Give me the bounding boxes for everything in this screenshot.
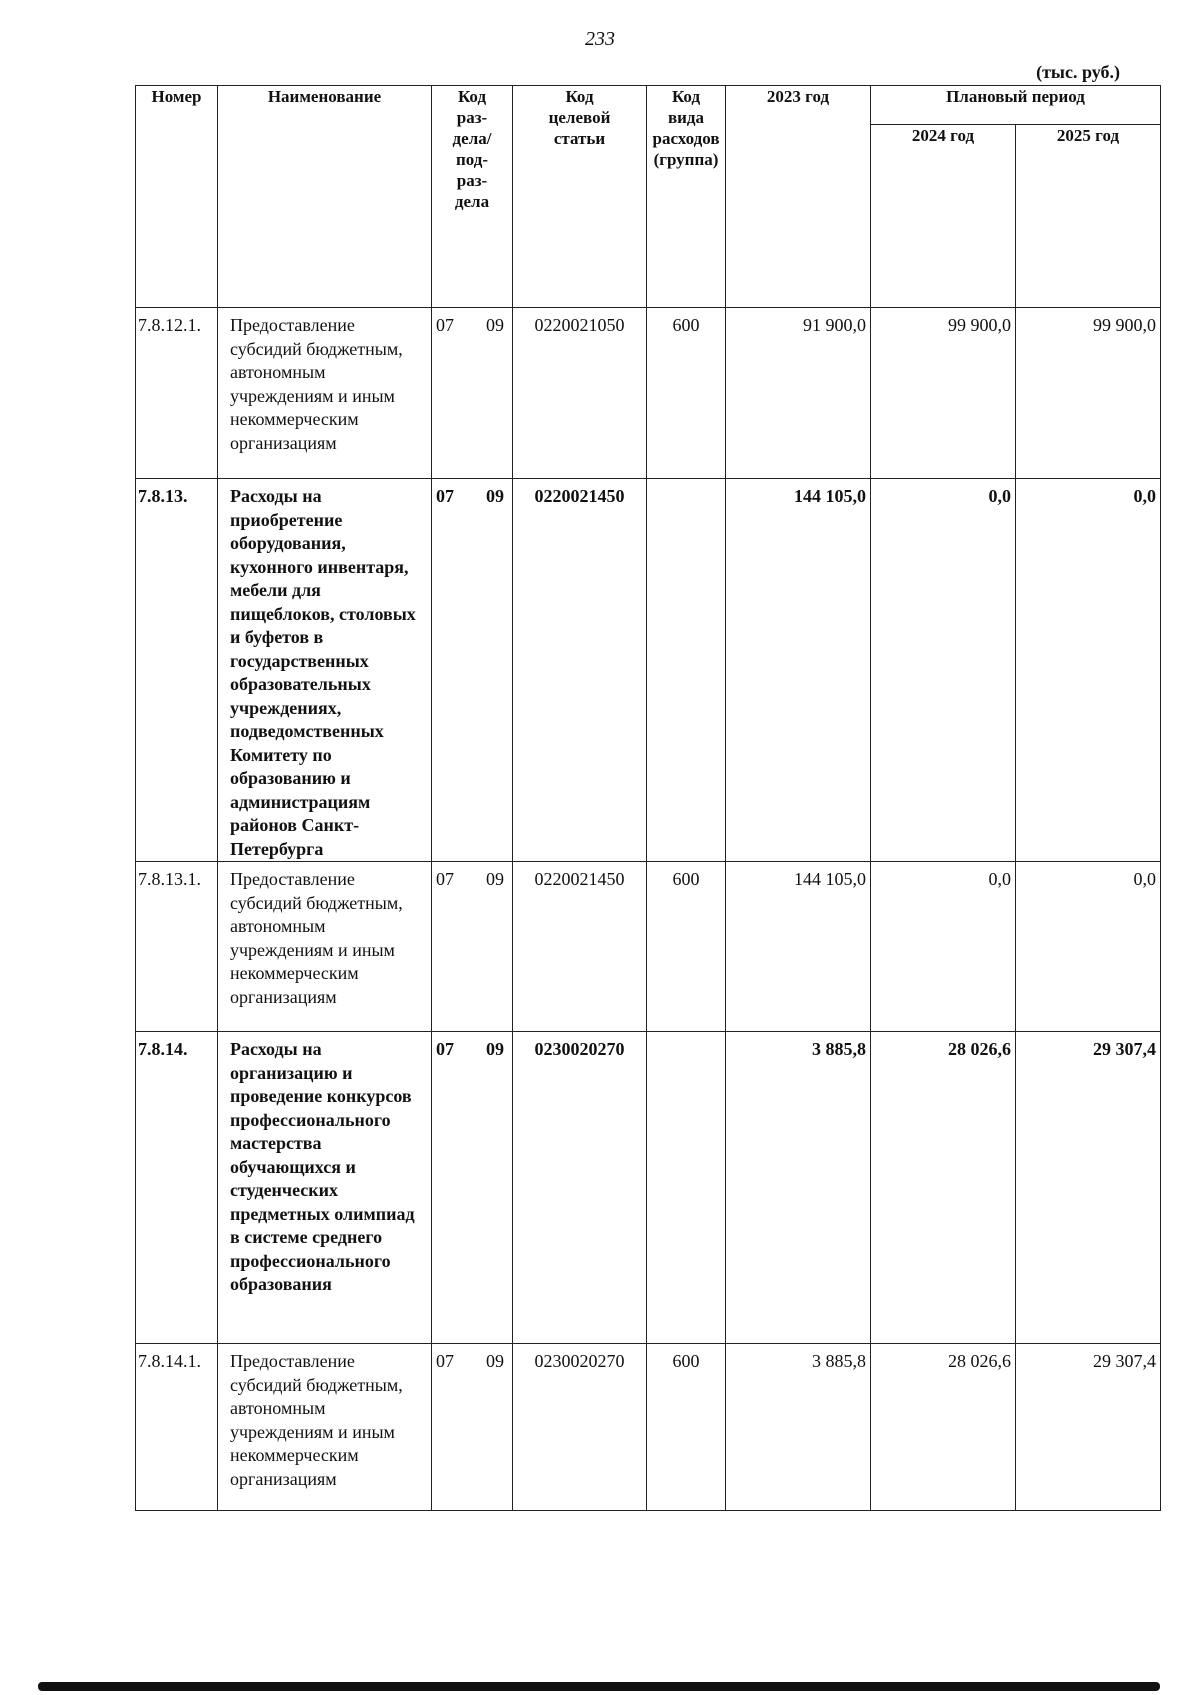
table-row [136, 862, 1161, 1032]
row-value-2025: 29 307,4 [1016, 1344, 1161, 1511]
row-expense-code [647, 1032, 726, 1344]
table-header [136, 86, 1161, 308]
row-value-2024: 28 026,6 [871, 1032, 1016, 1344]
row-value-2024: 28 026,6 [871, 1344, 1016, 1511]
row-subsection: 09 [486, 869, 504, 889]
row-section: 07 [436, 1039, 454, 1059]
row-section-code [432, 1344, 513, 1511]
row-value-2024: 99 900,0 [871, 308, 1016, 479]
row-value-2023: 3 885,8 [726, 1344, 871, 1511]
row-value-2025: 0,0 [1016, 862, 1161, 1032]
row-value-2024: 0,0 [871, 479, 1016, 862]
row-name: Предоставление субсидий бюджетным, автономным учреждениям и иным некоммерческим организациям [218, 1344, 432, 1511]
budget-table [135, 85, 1161, 1511]
row-number: 7.8.13.1. [136, 862, 218, 1032]
table-body [136, 308, 1161, 1511]
header-year-2025: 2025 год [1016, 125, 1161, 308]
table-row [136, 479, 1161, 862]
row-section: 07 [436, 315, 454, 335]
row-name: Предоставление субсидий бюджетным, автономным учреждениям и иным некоммерческим организациям [218, 308, 432, 479]
bottom-scan-edge [38, 1682, 1160, 1691]
page-number: 233 [585, 28, 615, 50]
row-number: 7.8.13. [136, 479, 218, 862]
row-section: 07 [436, 486, 454, 506]
header-expense-code: Код вида расходов (группа) [647, 86, 726, 308]
row-number: 7.8.12.1. [136, 308, 218, 479]
row-subsection: 09 [486, 1039, 504, 1059]
row-section: 07 [436, 869, 454, 889]
header-number: Номер [136, 86, 218, 308]
row-value-2023: 144 105,0 [726, 862, 871, 1032]
row-name: Расходы на организацию и проведение конкурсов профессионального мастерства обучающихся и студенческих предметных олимпиад в системе среднего профессионального образования [218, 1032, 432, 1344]
header-year-2023: 2023 год [726, 86, 871, 308]
row-section-code [432, 479, 513, 862]
row-target-code: 0230020270 [513, 1032, 647, 1344]
row-expense-code [647, 479, 726, 862]
row-value-2023: 91 900,0 [726, 308, 871, 479]
row-value-2025: 0,0 [1016, 479, 1161, 862]
header-planned-period: Плановый период [871, 86, 1161, 125]
table-row [136, 308, 1161, 479]
row-name: Предоставление субсидий бюджетным, автономным учреждениям и иным некоммерческим организациям [218, 862, 432, 1032]
units-label: (тыс. руб.) [1036, 62, 1120, 82]
row-number: 7.8.14.1. [136, 1344, 218, 1511]
header-section-code: Код раз- дела/ под- раз- дела [432, 86, 513, 308]
row-expense-code: 600 [647, 1344, 726, 1511]
row-section: 07 [436, 1351, 454, 1371]
header-name: Наименование [218, 86, 432, 308]
row-target-code: 0220021450 [513, 862, 647, 1032]
row-value-2023: 3 885,8 [726, 1032, 871, 1344]
row-subsection: 09 [486, 1351, 504, 1371]
row-subsection: 09 [486, 315, 504, 335]
row-name: Расходы на приобретение оборудования, кухонного инвентаря, мебели для пищеблоков, столовых и буфетов в государственных образовательных учреждениях, подведомственных Комитету по образованию и администрациям районов Санкт-Петербурга [218, 479, 432, 862]
row-value-2025: 29 307,4 [1016, 1032, 1161, 1344]
row-expense-code: 600 [647, 862, 726, 1032]
table-row [136, 1344, 1161, 1511]
table-row [136, 1032, 1161, 1344]
header-target-code: Код целевой статьи [513, 86, 647, 308]
row-value-2025: 99 900,0 [1016, 308, 1161, 479]
row-subsection: 09 [486, 486, 504, 506]
row-target-code: 0220021450 [513, 479, 647, 862]
row-number: 7.8.14. [136, 1032, 218, 1344]
row-section-code [432, 308, 513, 479]
row-value-2024: 0,0 [871, 862, 1016, 1032]
row-target-code: 0230020270 [513, 1344, 647, 1511]
header-year-2024: 2024 год [871, 125, 1016, 308]
row-value-2023: 144 105,0 [726, 479, 871, 862]
row-target-code: 0220021050 [513, 308, 647, 479]
row-section-code [432, 1032, 513, 1344]
row-section-code [432, 862, 513, 1032]
row-expense-code: 600 [647, 308, 726, 479]
